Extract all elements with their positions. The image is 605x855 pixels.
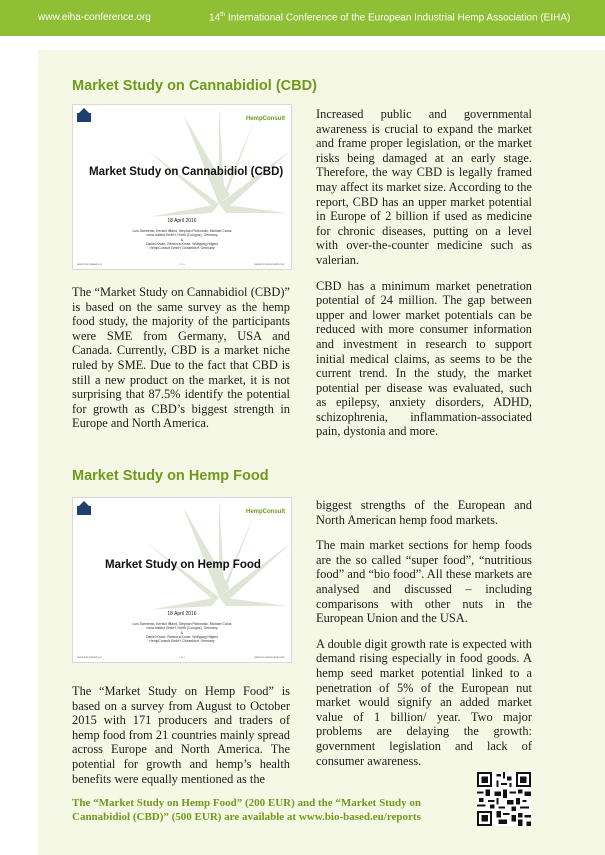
slide-footer-right: www.hempconsult.com	[254, 655, 285, 659]
food-report-cover	[72, 497, 292, 663]
cbd-heading: Market Study on Cannabidiol (CBD)	[72, 78, 317, 94]
slide-footer-left: www.bio-based.eu	[77, 262, 102, 266]
slide-brand: HempConsult	[246, 509, 285, 515]
slide-footer-right: www.hempconsult.com	[254, 262, 285, 266]
slide-footer-left: www.bio-based.eu	[77, 655, 102, 659]
slide-brand: HempConsult	[246, 116, 285, 122]
slide-page: • 1 •	[179, 655, 185, 659]
food-right-text: biggest strengths of the European and North American hemp food markets. The main market sections for hemp foods are the so called “super food”, “nutritious food” and “bio food”. All these markets are analysed and discussed – including comparisons with other nuts in the European Union and the USA. A double digit growth rate is expected with demand rising especially in food goods. A hemp seed market potential linked to a penetration of 5% of the European nut market would signify an added market value of 1 billion/ year. Two major problems are delaying the growth: government legislation and lack of consumer awareness.	[316, 498, 532, 768]
slide-title: Market Study on Cannabidiol (CBD)	[89, 166, 284, 178]
food-left-text: The “Market Study on Hemp Food” is based on a survey from August to October 2015 with 171 producers and traders of hemp food from 21 countries mainly spread across Europe and North America. The potential for growth and hemp’s health benefits were equally mentioned as the	[72, 684, 290, 786]
nova-logo-icon	[77, 113, 91, 122]
slide-title: Market Study on Hemp Food	[105, 559, 261, 571]
food-heading: Market Study on Hemp Food	[72, 468, 269, 484]
header-bar	[0, 0, 605, 36]
slide-page: • 1 •	[179, 262, 185, 266]
cbd-left-text: The “Market Study on Cannabidiol (CBD)” is based on the same survey as the hemp food study, the majority of the participants were SME from Germany, USA and Canada. Currently, CBD is a market niche ruled by SME. Due to the fact that CBD is still a new product on the market, it is not surprising that 87.5% identify the potential for growth as CBD’s biggest strength in Europe and North America.	[72, 285, 290, 431]
nova-logo-icon	[77, 506, 91, 515]
slide-date: 18 April 2016	[167, 218, 197, 224]
slide-date: 18 April 2016	[167, 611, 197, 617]
cbd-right-text: Increased public and governmental awareness is crucial to expand the market and frame proper legislation, or the market risks being damaged at an early stage. Therefore, the way CBD is legally framed may affect its market size. According to the report, CBD has an upper market potential in Europe of 2 billion if used as medicine for chronic diseases, putting on a level with over-the-counter medicine such as valerian. CBD has a minimum market penetration potential of 24 million. The gap between upper and lower market potentials can be reduced with more consumer information and investment in research to support initial medical claims, as seems to be the current trend. In the study, the market potential per disease was evaluated, such as epilepsy, anxiety disorders, ADHD, schizophrenia, inflammation-associated pain, dystonia and more.	[316, 107, 532, 439]
slide-authors: Luis Sarmento, Kerstin Iffland, Stephan Piotrowski, Michael Carus nova-Institut GmbH, Hürth (Cologne), Germany & Daniel Kruse, Rebecca Kruse, Wolfgang Hilgers HempConsult GmbH, Düsseldorf, Germany	[132, 229, 232, 251]
cbd-report-cover	[72, 104, 292, 270]
availability-note: The “Market Study on Hemp Food” (200 EUR) and the “Market Study on Cannabidiol (CBD)” (500 EUR) are available at www.bio-based.eu/reports	[72, 797, 421, 823]
qr-code-icon[interactable]	[477, 772, 531, 826]
header-url[interactable]: www.eiha-conference.org	[38, 12, 151, 23]
slide-authors: Luis Sarmento, Kerstin Iffland, Stephan Piotrowski, Michael Carus nova-Institut GmbH, Hürth (Cologne), Germany & Daniel Kruse, Rebecca Kruse, Wolfgang Hilgers HempConsult GmbH, Düsseldorf, Germany	[132, 622, 232, 644]
conference-title: 14th International Conference of the European Industrial Hemp Association (EIHA)	[209, 12, 571, 24]
